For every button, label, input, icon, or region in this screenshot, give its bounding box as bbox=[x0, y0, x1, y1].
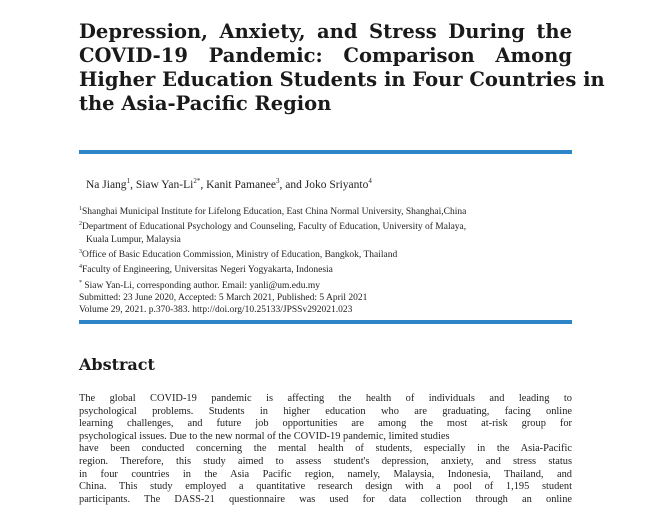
affil-text: Siaw Yan-Li, corresponding author. Email: yanli@um.edu.my bbox=[84, 280, 321, 291]
title-line: Depression, Anxiety, and Stress During the bbox=[79, 20, 572, 43]
top-divider bbox=[79, 150, 572, 154]
author-affil-marker: 3 bbox=[276, 177, 280, 185]
author-separator: , and bbox=[279, 178, 305, 191]
affil-text: Shanghai Municipal Institute for Lifelong Education, East China Normal University, Shanghai,China bbox=[82, 207, 467, 218]
corresponding-author bbox=[79, 277, 579, 292]
affil-marker: 3 bbox=[79, 248, 82, 255]
title-line: the Asia-Pacific Region bbox=[79, 92, 332, 115]
affil-marker: * bbox=[79, 279, 82, 286]
affil-text: Department of Educational Psychology and Counseling, Faculty of Education, University of Malaya, bbox=[82, 222, 467, 233]
paper-title bbox=[79, 20, 605, 116]
volume-doi: Volume 29, 2021. p.370-383. http://doi.org/10.25133/JPSSv292021.023 bbox=[79, 305, 353, 316]
affiliation-line bbox=[79, 261, 579, 276]
affil-marker: 4 bbox=[79, 264, 82, 271]
submission-dates: Submitted: 23 June 2020, Accepted: 5 March 2021, Published: 5 April 2021 bbox=[79, 293, 368, 303]
abstract-line: have been conducted concerning the mental health of students, especially in the Asia-Pacific bbox=[79, 443, 572, 455]
author-list bbox=[86, 177, 372, 191]
affil-text: Faculty of Engineering, Universitas Negeri Yogyakarta, Indonesia bbox=[82, 265, 333, 276]
affil-text: Office of Basic Education Commission, Ministry of Education, Bangkok, Thailand bbox=[82, 250, 398, 261]
author-affil-marker: 4 bbox=[368, 177, 372, 185]
abstract-line: learning challenges, and future job opportunities are among the most at-risk group for bbox=[79, 418, 572, 430]
title-line: Higher Education Students in Four Countries in bbox=[79, 68, 605, 91]
abstract-line: China. This study employed a quantitative research design with a pool of 1,195 student bbox=[79, 481, 572, 493]
abstract-line: psychological problems. Students in higher education who are graduating, facing online bbox=[79, 405, 572, 417]
abstract-line: The global COVID-19 pandemic is affecting the health of individuals and leading to bbox=[79, 393, 572, 404]
abstract-body bbox=[79, 393, 572, 506]
author-name: Siaw Yan-Li bbox=[135, 178, 194, 191]
abstract-line: region. Therefore, this study aimed to assess student's depression, anxiety, and stress status bbox=[79, 455, 572, 467]
affiliation-line bbox=[79, 203, 579, 218]
abstract-line: in four countries in the Asia Pacific region, namely, Malaysia, Indonesia, Thailand, and bbox=[79, 468, 572, 480]
title-line: COVID-19 Pandemic: Comparison Among bbox=[79, 44, 572, 67]
abstract-line: psychological issues. Due to the new normal of the COVID-19 pandemic, limited studies bbox=[79, 430, 450, 442]
affil-marker: 1 bbox=[79, 206, 82, 212]
author-name: Kanit Pamanee bbox=[206, 178, 277, 191]
affiliation-line bbox=[79, 218, 579, 233]
author-separator: , bbox=[200, 178, 207, 191]
affiliation-line: Kuala Lumpur, Malaysia bbox=[86, 234, 181, 245]
author-name: Na Jiang bbox=[86, 178, 127, 191]
author-affil-marker: 1 bbox=[126, 177, 131, 185]
affiliation-line bbox=[79, 246, 579, 261]
author-name: Joko Sriyanto bbox=[304, 178, 369, 191]
affiliations bbox=[79, 203, 579, 316]
affil-marker: 2 bbox=[79, 221, 82, 228]
author-separator: , bbox=[130, 178, 136, 191]
abstract-heading: Abstract bbox=[79, 355, 155, 374]
bottom-divider bbox=[79, 320, 572, 324]
author-affil-marker: 2* bbox=[193, 177, 201, 185]
abstract-line: participants. The DASS-21 questionnaire was used for data collection through an online bbox=[79, 493, 572, 505]
